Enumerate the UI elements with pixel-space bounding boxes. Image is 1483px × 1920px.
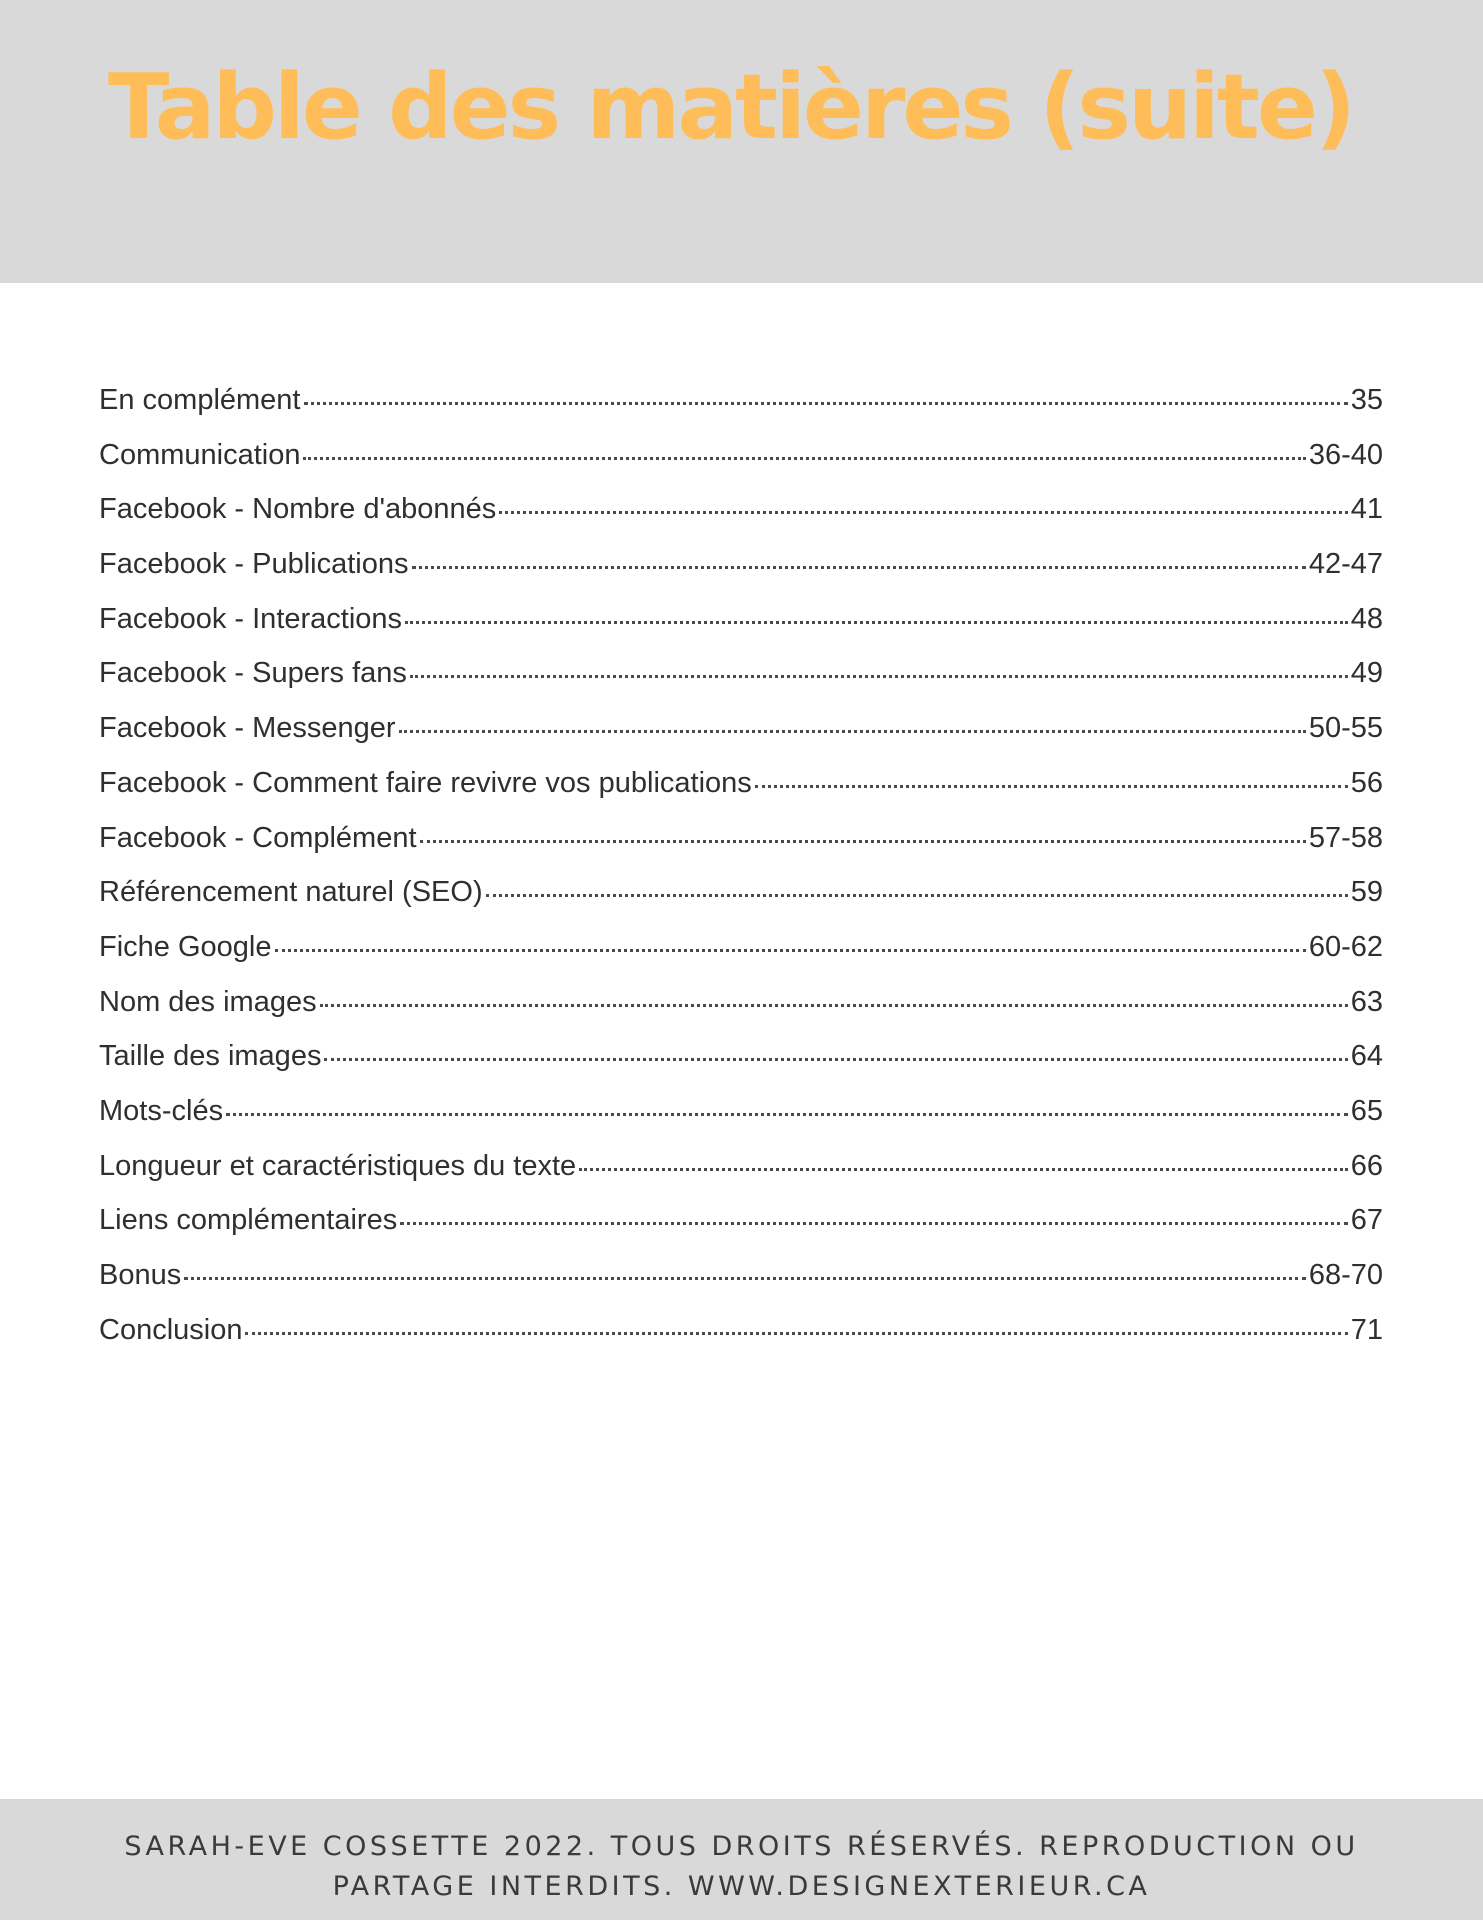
toc-entry-label: Bonus [99, 1259, 182, 1291]
dot-leader [405, 621, 1348, 624]
toc-entry-page: 42-47 [1308, 548, 1383, 581]
toc-entry-label: Facebook - Publications [99, 548, 409, 581]
toc-entry-page: 56 [1350, 766, 1383, 799]
toc-entry [99, 931, 1383, 986]
toc-entry-page: 35 [1350, 384, 1383, 416]
dot-leader [184, 1277, 1306, 1280]
toc-entry [99, 384, 1383, 439]
header-band [0, 0, 1483, 283]
toc-entry-page: 57-58 [1308, 821, 1383, 854]
toc-entry-label: Facebook - Interactions [99, 602, 403, 635]
dot-leader [486, 894, 1348, 897]
dot-leader [226, 1113, 1348, 1116]
copyright-line-2: PARTAGE INTERDITS. WWW.DESIGNEXTERIEUR.CA [332, 1871, 1151, 1902]
toc-entry-label: Liens complémentaires [99, 1204, 398, 1237]
toc-entry [99, 876, 1383, 931]
dot-leader [399, 730, 1306, 733]
toc-entry-label: Fiche Google [99, 930, 272, 963]
toc-entry [99, 1150, 1383, 1205]
dot-leader [412, 566, 1306, 569]
toc-entry [99, 1040, 1383, 1095]
dot-leader [245, 1332, 1347, 1335]
toc-entry-page: 49 [1350, 657, 1383, 690]
dot-leader [410, 675, 1348, 678]
toc-entry [99, 603, 1383, 658]
toc-entry [99, 493, 1383, 548]
toc-entry-label: Facebook - Complément [99, 821, 417, 854]
toc-entry-page: 60-62 [1308, 930, 1383, 963]
toc-entry-label: Conclusion [99, 1313, 243, 1346]
toc-entry-page: 50-55 [1308, 712, 1383, 745]
dot-leader [579, 1168, 1348, 1171]
toc-entry-label: Communication [99, 438, 301, 471]
toc-entry-label: Mots-clés [99, 1094, 224, 1127]
toc-entry-page: 59 [1350, 876, 1383, 909]
toc-entry-label: Nom des images [99, 985, 317, 1018]
toc-entry [99, 767, 1383, 822]
table-of-contents [99, 384, 1383, 1368]
toc-entry-page: 71 [1350, 1313, 1383, 1346]
toc-entry-page: 65 [1350, 1094, 1383, 1127]
toc-entry [99, 1095, 1383, 1150]
copyright-line-1: SARAH-EVE COSSETTE 2022. TOUS DROITS RÉSERVÉS. REPRODUCTION OU [124, 1831, 1359, 1862]
page-title: Table des matières (suite) [108, 55, 1354, 160]
toc-entry [99, 657, 1383, 712]
toc-entry-label: Facebook - Supers fans [99, 657, 407, 690]
toc-entry [99, 439, 1383, 494]
toc-entry [99, 712, 1383, 767]
toc-entry-page: 64 [1350, 1040, 1383, 1073]
toc-entry-label: Référencement naturel (SEO) [99, 876, 483, 909]
copyright-notice [0, 1827, 1483, 1907]
toc-entry-label: Facebook - Comment faire revivre vos publications [99, 766, 752, 799]
toc-entry [99, 986, 1383, 1041]
dot-leader [420, 840, 1306, 843]
dot-leader [304, 402, 1348, 405]
toc-entry-page: 63 [1350, 985, 1383, 1018]
toc-entry [99, 1204, 1383, 1259]
toc-entry-page: 48 [1350, 602, 1383, 635]
toc-entry-label: Facebook - Messenger [99, 712, 396, 745]
toc-entry [99, 822, 1383, 877]
toc-entry [99, 548, 1383, 603]
toc-entry [99, 1259, 1383, 1314]
toc-entry-page: 36-40 [1308, 438, 1383, 471]
toc-entry [99, 1314, 1383, 1369]
toc-entry-page: 66 [1350, 1149, 1383, 1182]
dot-leader [499, 511, 1347, 514]
footer-band [0, 1799, 1483, 1920]
dot-leader [320, 1004, 1348, 1007]
dot-leader [324, 1058, 1347, 1061]
dot-leader [303, 457, 1305, 460]
toc-entry-label: Longueur et caractéristiques du texte [99, 1149, 577, 1182]
dot-leader [755, 785, 1348, 788]
dot-leader [275, 949, 1306, 952]
toc-entry-page: 67 [1350, 1204, 1383, 1237]
toc-entry-label: Taille des images [99, 1040, 322, 1073]
toc-entry-label: En complément [99, 384, 301, 416]
dot-leader [400, 1222, 1348, 1225]
toc-entry-page: 68-70 [1308, 1259, 1383, 1291]
toc-entry-label: Facebook - Nombre d'abonnés [99, 493, 497, 526]
toc-entry-page: 41 [1350, 493, 1383, 526]
